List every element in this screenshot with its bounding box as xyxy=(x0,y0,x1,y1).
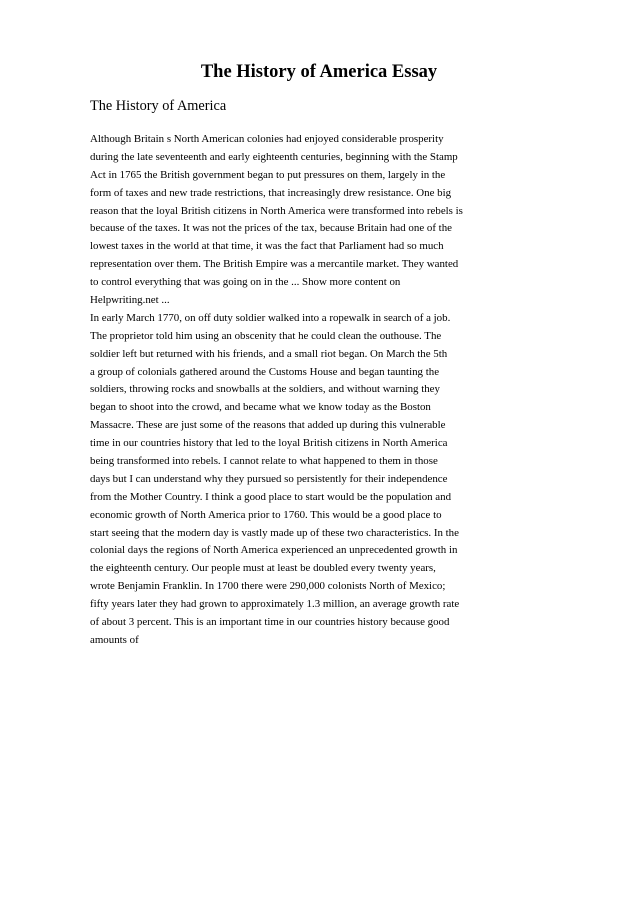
essay-line: start seeing that the modern day is vastly made up of these two characteristics. In the xyxy=(90,526,459,539)
essay-line: Although Britain s North American colonies had enjoyed considerable prosperity xyxy=(90,133,444,145)
essay-line: being transformed into rebels. I cannot relate to what happened to them in those xyxy=(90,455,438,468)
essay-line: reason that the loyal British citizens in North America were transformed into rebels is xyxy=(90,204,463,217)
essay-line: the eighteenth century. Our people must at least be doubled every twenty years, xyxy=(90,562,436,575)
essay-line: form of taxes and new trade restrictions, that increasingly drew resistance. One big xyxy=(90,186,452,199)
essay-line: soldiers, throwing rocks and snowballs at the soldiers, and without warning they xyxy=(90,383,440,396)
essay-line: colonial days the regions of North America experienced an unprecedented growth in xyxy=(90,544,458,557)
essay-line: representation over them. The British Empire was a mercantile market. They wanted xyxy=(90,258,459,271)
essay-line: of about 3 percent. This is an important time in our countries history because good xyxy=(90,616,450,629)
essay-line: from the Mother Country. I think a good place to start would be the population and xyxy=(90,490,452,503)
essay-line: because of the taxes. It was not the prices of the tax, because Britain had one of the xyxy=(90,222,452,235)
essay-line: fifty years later they had grown to approximately 1.3 million, an average growth rate xyxy=(90,598,460,611)
essay-line: Massacre. These are just some of the reasons that added up during this vulnerable xyxy=(90,419,446,432)
document-subtitle: The History of America xyxy=(90,98,227,114)
essay-line: a group of colonials gathered around the Customs House and began taunting the xyxy=(90,365,440,378)
essay-line: days but I can understand why they pursued so persistently for their independence xyxy=(90,472,448,485)
document-title: The History of America Essay xyxy=(200,62,438,82)
essay-body xyxy=(90,131,638,650)
essay-line: during the late seventeenth and early eighteenth centuries, beginning with the Stamp xyxy=(90,150,458,163)
essay-line: to control everything that was going on in the ... Show more content on xyxy=(90,276,401,289)
essay-line: amounts of xyxy=(90,633,139,646)
essay-line: soldier left but returned with his friends, and a small riot began. On March the 5th xyxy=(90,347,448,360)
essay-line: Act in 1765 the British government began to put pressures on them, largely in the xyxy=(90,168,446,181)
essay-line: In early March 1770, on off duty soldier walked into a ropewalk in search of a job. xyxy=(90,311,451,324)
essay-line: began to shoot into the crowd, and became what we know today as the Boston xyxy=(90,401,431,414)
essay-line: time in our countries history that led to the loyal British citizens in North America xyxy=(90,437,448,450)
essay-line: Helpwriting.net ... xyxy=(90,294,170,307)
essay-line: economic growth of North America prior to 1760. This would be a good place to xyxy=(90,508,442,521)
essay-line: The proprietor told him using an obscenity that he could clean the outhouse. The xyxy=(90,329,442,342)
essay-line: wrote Benjamin Franklin. In 1700 there were 290,000 colonists North of Mexico; xyxy=(90,580,446,593)
essay-line: lowest taxes in the world at that time, it was the fact that Parliament had so much xyxy=(90,240,444,253)
